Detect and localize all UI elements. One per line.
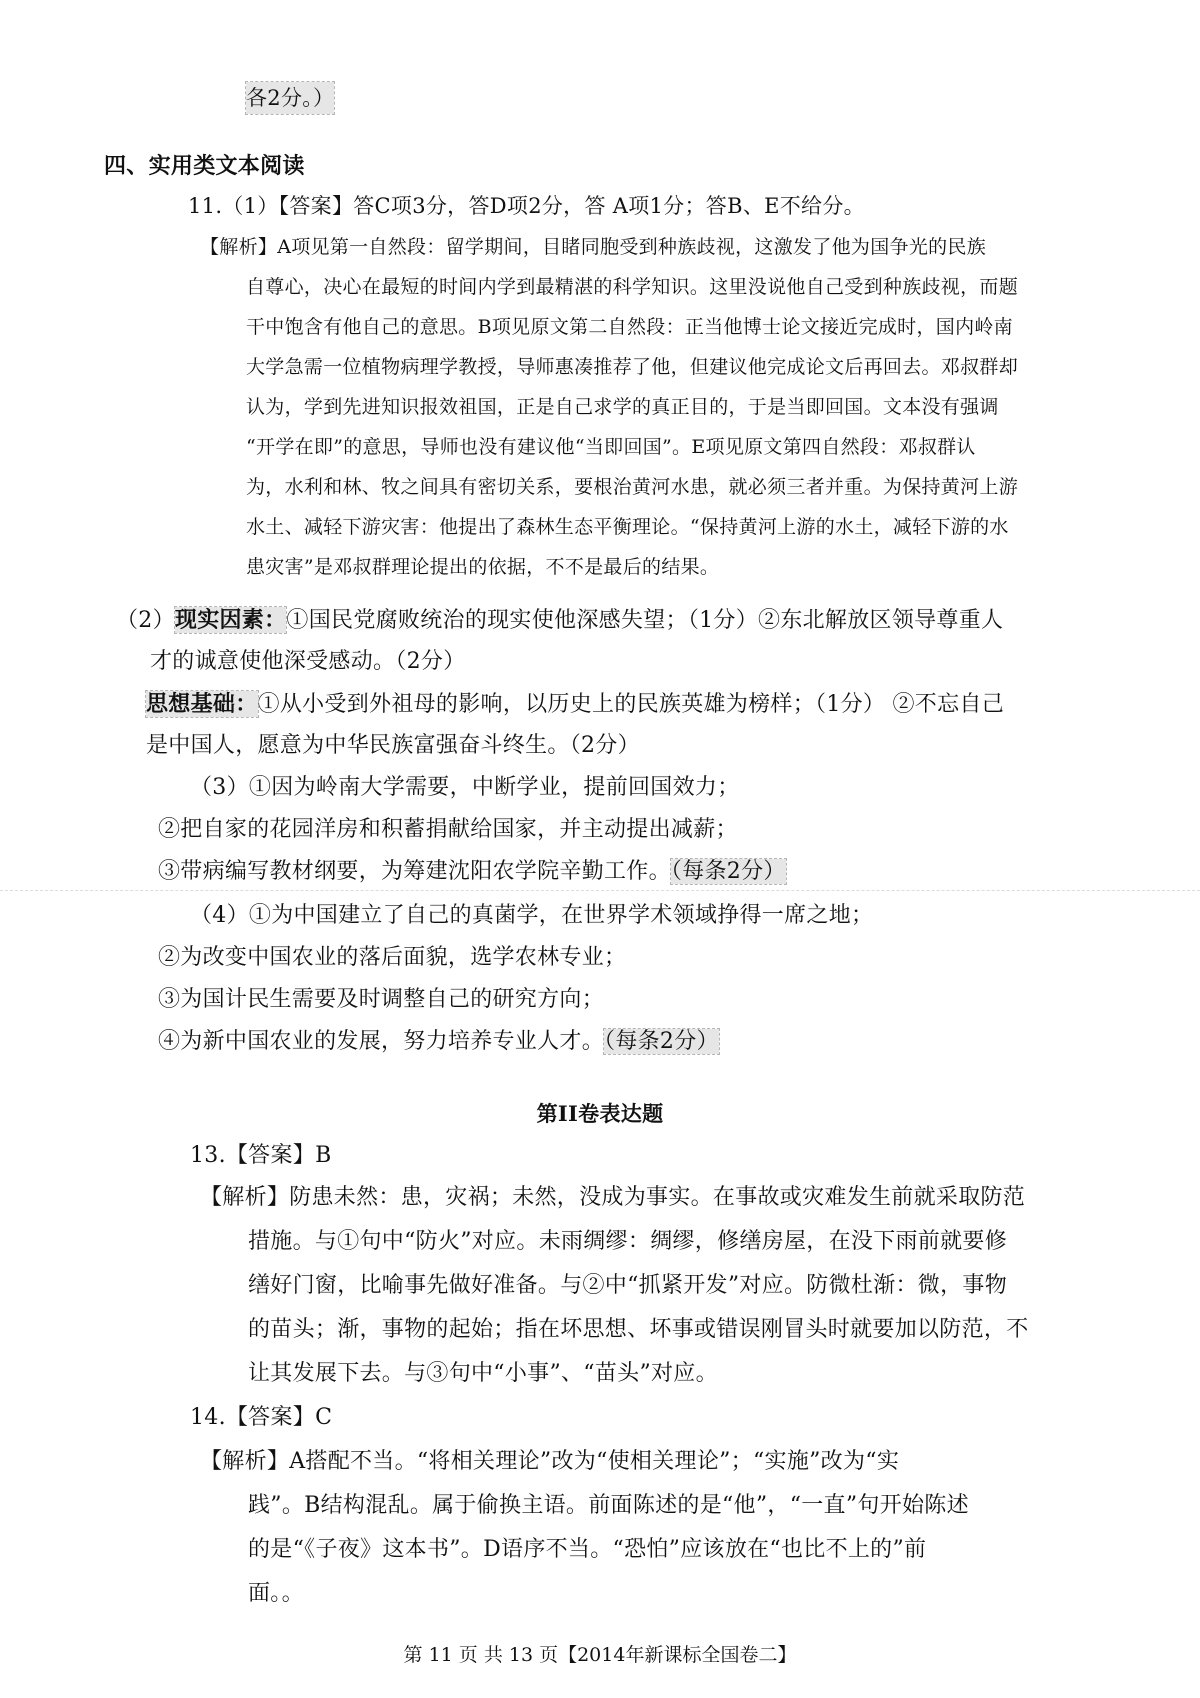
q13-analysis-line: 的苗头；渐，事物的起始；指在坏思想、坏事或错误刚冒头时就要加以防范，不 <box>248 1317 1029 1342</box>
q13-analysis-line: 措施。与①句中“防火”对应。未雨绸缪：绸缪，修缮房屋，在没下雨前就要修 <box>248 1229 1007 1254</box>
q11-analysis-line: “开学在即”的意思，导师也没有建议他“当即回国”。E项见原文第四自然段：邓叔群认 <box>246 436 976 458</box>
q11-part2-number: （2） <box>116 608 175 633</box>
q11-analysis-line: 水土、减轻下游灾害：他提出了森林生态平衡理论。“保持黄河上游的水土，减轻下游的水 <box>246 516 1009 538</box>
q11-part3-text: ③带病编写教材纲要，为筹建沈阳农学院辛勤工作。 <box>158 859 671 884</box>
q11-analysis-line: 患灾害”是邓叔群理论提出的依据，不不是最后的结果。 <box>246 556 720 578</box>
q11-answer-line: 11.（1）【答案】答C项3分，答D项2分，答 A项1分；答B、E不给分。 <box>188 194 865 218</box>
q11-analysis-line: 干中饱含有他自己的意思。B项见原文第二自然段：正当他博士论文接近完成时，国内岭南 <box>246 316 1013 338</box>
q14-answer-line: 14.【答案】C <box>190 1405 333 1430</box>
q11-analysis-line: 认为，学到先进知识报效祖国，正是自己求学的真正目的，于是当即回国。文本没有强调 <box>246 396 999 418</box>
q13-analysis-line: 缮好门窗，比喻事先做好准备。与②中“抓紧开发”对应。防微杜渐：微，事物 <box>248 1273 1007 1298</box>
q11-part2-line: 才的诚意使他深受感动。（2分） <box>150 649 466 674</box>
part2-title: 第II卷表达题 <box>536 1101 664 1126</box>
section-heading-practical-reading: 四、实用类文本阅读 <box>104 153 305 179</box>
page-divider <box>0 890 1200 891</box>
q14-analysis-line: 面。。 <box>248 1581 304 1606</box>
ideological-basis-label: 思想基础： <box>146 691 258 717</box>
q11-part2-line <box>116 604 1003 637</box>
q14-analysis-line: 【解析】A搭配不当。“将相关理论”改为“使相关理论”；“实施”改为“实 <box>200 1449 900 1474</box>
q13-analysis-line: 【解析】防患未然：患，灾祸；未然，没成为事实。在事故或灾难发生前就采取防范 <box>200 1185 1026 1210</box>
score-note-continued: 各2分。） <box>246 82 334 114</box>
q11-analysis-line: 为，水利和林、牧之间具有密切关系，要根治黄河水患，就必须三者并重。为保持黄河上游 <box>246 476 1019 498</box>
q11-part4-text: ④为新中国农业的发展，努力培养专业人才。 <box>158 1029 605 1054</box>
q14-analysis-line: 的是“《子夜》这本书”。D语序不当。“恐怕”应该放在“也比不上的”前 <box>248 1537 927 1562</box>
q11-analysis-line: 【解析】A项见第一自然段：留学期间，目睹同胞受到种族歧视，这激发了他为国争光的民族 <box>200 236 987 258</box>
realistic-factors-label: 现实因素： <box>174 607 287 633</box>
q11-analysis-line: 自尊心，决心在最短的时间内学到最精湛的科学知识。这里没说他自己受到种族歧视，而题 <box>246 276 1019 298</box>
q11-analysis-line: 大学急需一位植物病理学教授，导师惠凑推荐了他，但建议他完成论文后再回去。邓叔群却 <box>246 356 1019 378</box>
score-note: （每条2分） <box>604 1029 719 1054</box>
q13-answer-line: 13.【答案】B <box>190 1143 332 1168</box>
q11-part4-line: （4）①为中国建立了自己的真菌学，在世界学术领域挣得一席之地； <box>190 903 874 928</box>
q11-part4-line <box>158 1026 719 1058</box>
q11-part3-line <box>158 856 786 888</box>
page-footer: 第 11 页 共 13 页【2014年新课标全国卷二】 <box>403 1644 797 1666</box>
q11-part3-line: ②把自家的花园洋房和积蓄捐献给国家，并主动提出减薪； <box>158 817 738 842</box>
q11-part4-line: ②为改变中国农业的落后面貌，选学农林专业； <box>158 945 627 970</box>
q11-part2-line <box>146 688 1004 721</box>
q11-part3-line: （3）①因为岭南大学需要，中断学业，提前回国效力； <box>190 775 740 800</box>
q13-analysis-line: 让其发展下去。与③句中“小事”、“苗头”对应。 <box>248 1361 718 1386</box>
ideological-basis-text: ①从小受到外祖母的影响，以历史上的民族英雄为榜样；（1分） ②不忘自己 <box>257 692 1005 717</box>
realistic-factors-text: ①国民党腐败统治的现实使他深感失望；（1分）②东北解放区领导尊重人 <box>286 608 1004 633</box>
q14-analysis-line: 践”。B结构混乱。属于偷换主语。前面陈述的是“他”，“一直”句开始陈述 <box>248 1493 969 1518</box>
score-note: （每条2分） <box>670 859 786 884</box>
q11-part4-line: ③为国计民生需要及时调整自己的研究方向； <box>158 987 605 1012</box>
q11-part2-line: 是中国人，愿意为中华民族富强奋斗终生。（2分） <box>146 733 640 758</box>
